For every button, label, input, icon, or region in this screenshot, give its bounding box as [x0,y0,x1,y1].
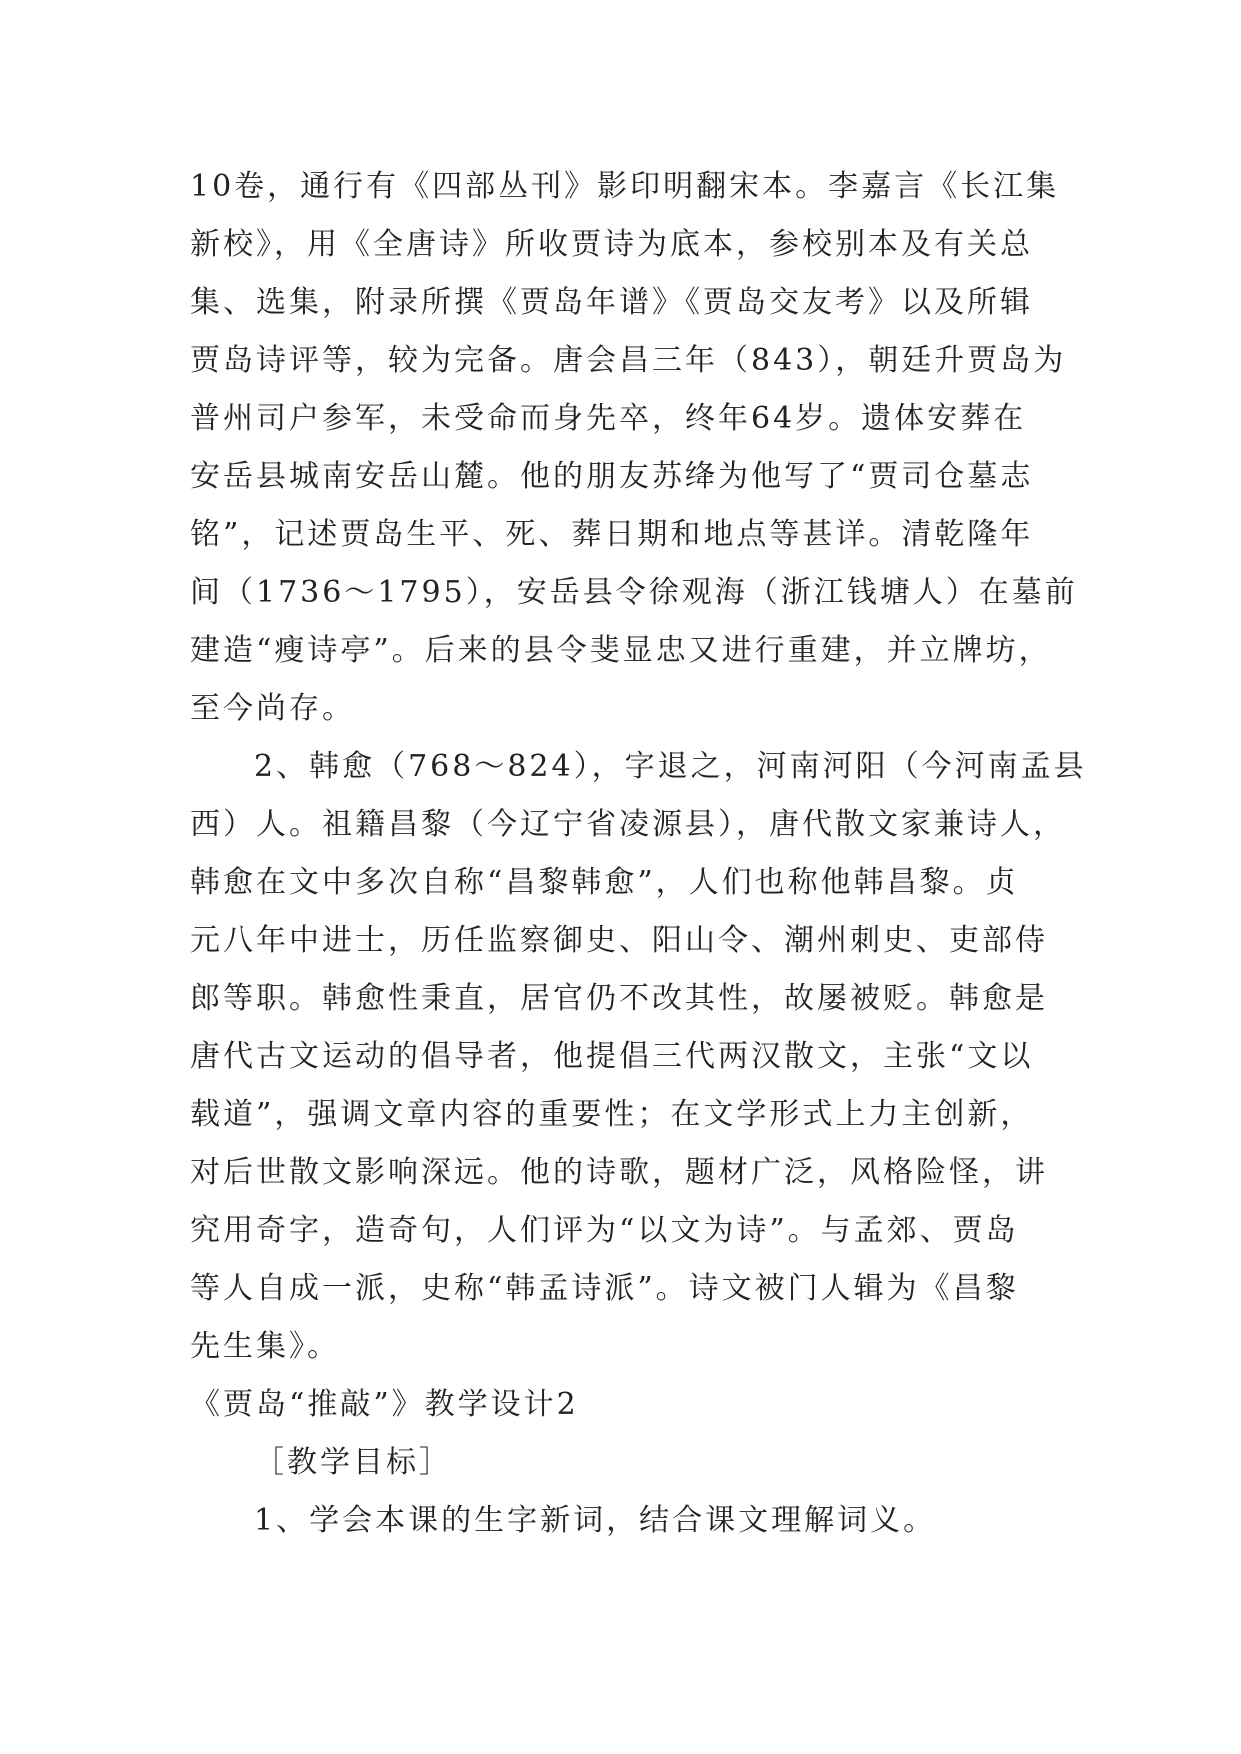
text-line: 铭”，记述贾岛生平、死、葬日期和地点等甚详。清乾隆年 [190,517,1034,552]
text-line: 2、韩愈（768～824），字退之，河南河阳（今河南孟县 [254,749,1087,784]
text-line: 对后世散文影响深远。他的诗歌，题材广泛，风格险怪，讲 [190,1155,1048,1190]
subsection-heading: ［教学目标］ [254,1445,452,1480]
text-line: 郎等职。韩愈性秉直，居官仍不改其性，故屡被贬。韩愈是 [190,981,1048,1016]
text-line: 10卷，通行有《四部丛刊》影印明翻宋本。李嘉言《长江集 [190,169,1060,204]
text-line: 韩愈在文中多次自称“昌黎韩愈”，人们也称他韩昌黎。贞 [190,865,1019,900]
text-line: 载道”，强调文章内容的重要性；在文学形式上力主创新， [190,1097,1034,1132]
text-line: 新校》，用《全唐诗》所收贾诗为底本，参校别本及有关总 [190,227,1033,262]
text-line: 贾岛诗评等，较为完备。唐会昌三年（843），朝廷升贾岛为 [190,343,1067,378]
text-line: 究用奇字，造奇句，人们评为“以文为诗”。与孟郊、贾岛 [190,1213,1019,1248]
section-title: 《贾岛“推敲”》教学设计2 [190,1387,579,1422]
text-line: 唐代古文运动的倡导者，他提倡三代两汉散文，主张“文以 [190,1039,1034,1074]
body-text [190,158,1087,1550]
text-line: 至今尚存。 [190,691,355,726]
text-line: 元八年中进士，历任监察御史、阳山令、潮州刺史、吏部侍 [190,923,1048,958]
text-line: 西）人。祖籍昌黎（今辽宁省凌源县），唐代散文家兼诗人， [190,807,1066,842]
text-line: 1、学会本课的生字新词，结合课文理解词义。 [254,1503,937,1538]
text-line: 等人自成一派，史称“韩孟诗派”。诗文被门人辑为《昌黎 [190,1271,1019,1306]
text-line: 间（1736～1795），安岳县令徐观海（浙江钱塘人）在墓前 [190,575,1078,610]
text-line: 建造“瘦诗亭”。后来的县令斐显忠又进行重建，并立牌坊， [190,633,1052,668]
text-line: 普州司户参军，未受命而身先卒，终年64岁。遗体安葬在 [190,401,1027,436]
text-line: 集、选集，附录所撰《贾岛年谱》《贾岛交友考》以及所辑 [190,285,1033,320]
text-line: 安岳县城南安岳山麓。他的朋友苏绛为他写了“贾司仓墓志 [190,459,1034,494]
text-line: 先生集》。 [190,1329,340,1364]
